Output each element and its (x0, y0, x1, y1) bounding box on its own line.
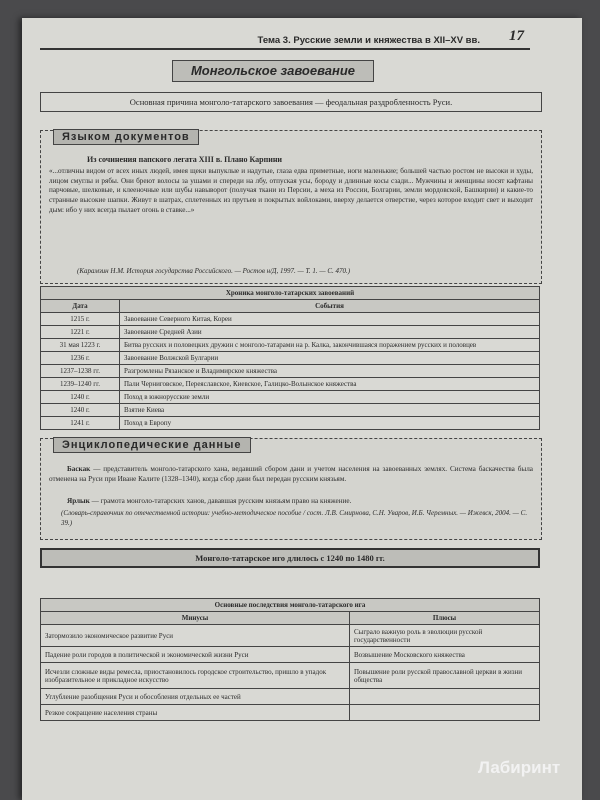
section-title: Монгольское завоевание (172, 60, 374, 82)
book-page (22, 18, 582, 800)
table-row: 1236 г. Завоевание Волжской Булгарии (41, 352, 540, 365)
document-quote: «...отличны видом от всех иных людей, имея щеки выпуклые и надутые, глаза едва приметные, ноги маленькие; большей частью ростом не высоки и худы, лицом смуглы и рябы. Они бреют волосы за ушами и спереди на лбу, отпуская усы, бороду и длинные косы сзади... Мужчины и женщины носят кафтаны парчовые, шелковые, и клееночные или шубы навыворот (получая ткани из Персии, а меха из России, Болгарии, земли мордовской, Башкирии) и какие-то странные высокие шапки. Живут в шатрах, сплетенных из прутьев и покрытых войлоками, вверху делается отверстие, через которое входит свет и выходит дым: ибо у них всегда пылает огонь в ставке...» (49, 167, 533, 214)
table-row: 1240 г. Взятие Киева (41, 404, 540, 417)
table-row: Резкое сокращение населения страны (41, 705, 540, 721)
documents-title: Языком документов (53, 129, 199, 145)
table-row: 1239–1240 гг. Пали Черниговское, Переяславское, Киевское, Галицко-Волынское княжества (41, 378, 540, 391)
topic-heading: Тема 3. Русские земли и княжества в XII–XV вв. (257, 35, 480, 46)
col-event: События (120, 300, 540, 313)
table-row: 1237–1238 гг. Разгромлены Рязанское и Владимирское княжества (41, 365, 540, 378)
table-row: Затормозило экономическое развитие Руси Сыграло важную роль в эволюции русской государственности (41, 625, 540, 647)
consequences-title: Основные последствия монголо-татарского ига (41, 599, 540, 612)
consequences-table (40, 598, 540, 721)
table-row: Падение роли городов в политической и экономической жизни Руси Возвышение Московского княжества (41, 647, 540, 663)
encyclopedia-title: Энциклопедические данные (53, 437, 251, 453)
page-number: 17 (509, 28, 524, 44)
main-cause-box: Основная причина монголо-татарского завоевания — феодальная раздробленность Руси. (40, 92, 542, 112)
encyclopedia-source: (Словарь-справочник по отечественной истории: учебно-методическое пособие / сост. Л.В. Смирнова, С.Н. Уваров, И.Б. Черемных. — Ижевск, 2004. — С. 39.) (61, 509, 528, 527)
encyclopedia-frame (40, 438, 542, 540)
table-row: 1240 г. Поход в южнорусские земли (41, 391, 540, 404)
col-minus: Минусы (41, 612, 350, 625)
chronicle-title: Хроника монголо-татарских завоеваний (41, 287, 540, 300)
table-row: Исчезли сложные виды ремесла, приостановилось городское строительство, пришло в упадок изобразительное и прикладное искусство Повышение роли русской православной церкви в жизни общества (41, 663, 540, 689)
table-row: 1241 г. Поход в Европу (41, 417, 540, 430)
chronicle-table (40, 286, 540, 430)
labirint-watermark: Лабиринт (478, 758, 561, 777)
table-row: 31 мая 1223 г. Битва русских и половецких дружин с монголо-татарами на р. Калка, закончившаяся поражением русских и половцев (41, 339, 540, 352)
col-date: Дата (41, 300, 120, 313)
definition-baskak: Баскак — представитель монголо-татарского хана, ведавший сбором дани и учетом населения на завоеванных землях. Система баскачества была отменена на Руси при Иване Калите (1328–1340), когда сбор дани был передан русским князьям. (49, 465, 533, 483)
col-plus: Плюсы (350, 612, 540, 625)
document-heading: Из сочинения папского легата XIII в. Плано Карпини (87, 155, 283, 164)
term-baskak: Баскак (67, 465, 91, 473)
definition-yarlyk: Ярлык — грамота монголо-татарских ханов, дававшая русским князьям право на княжение. (67, 497, 352, 505)
running-header (40, 28, 530, 50)
term-yarlyk: Ярлык (67, 497, 90, 505)
document-source: (Карамзин Н.М. История государства Российского. — Ростов н/Д, 1997. — Т. 1. — С. 470.) (77, 267, 351, 275)
documents-frame (40, 130, 542, 284)
table-row: 1215 г. Завоевание Северного Китая, Кореи (41, 313, 540, 326)
table-row: 1221 г. Завоевание Средней Азии (41, 326, 540, 339)
yoke-duration: Монголо-татарское иго длилось с 1240 по 1480 гг. (40, 548, 540, 568)
table-row: Углубление разобщения Руси и обособления отдельных ее частей (41, 689, 540, 705)
